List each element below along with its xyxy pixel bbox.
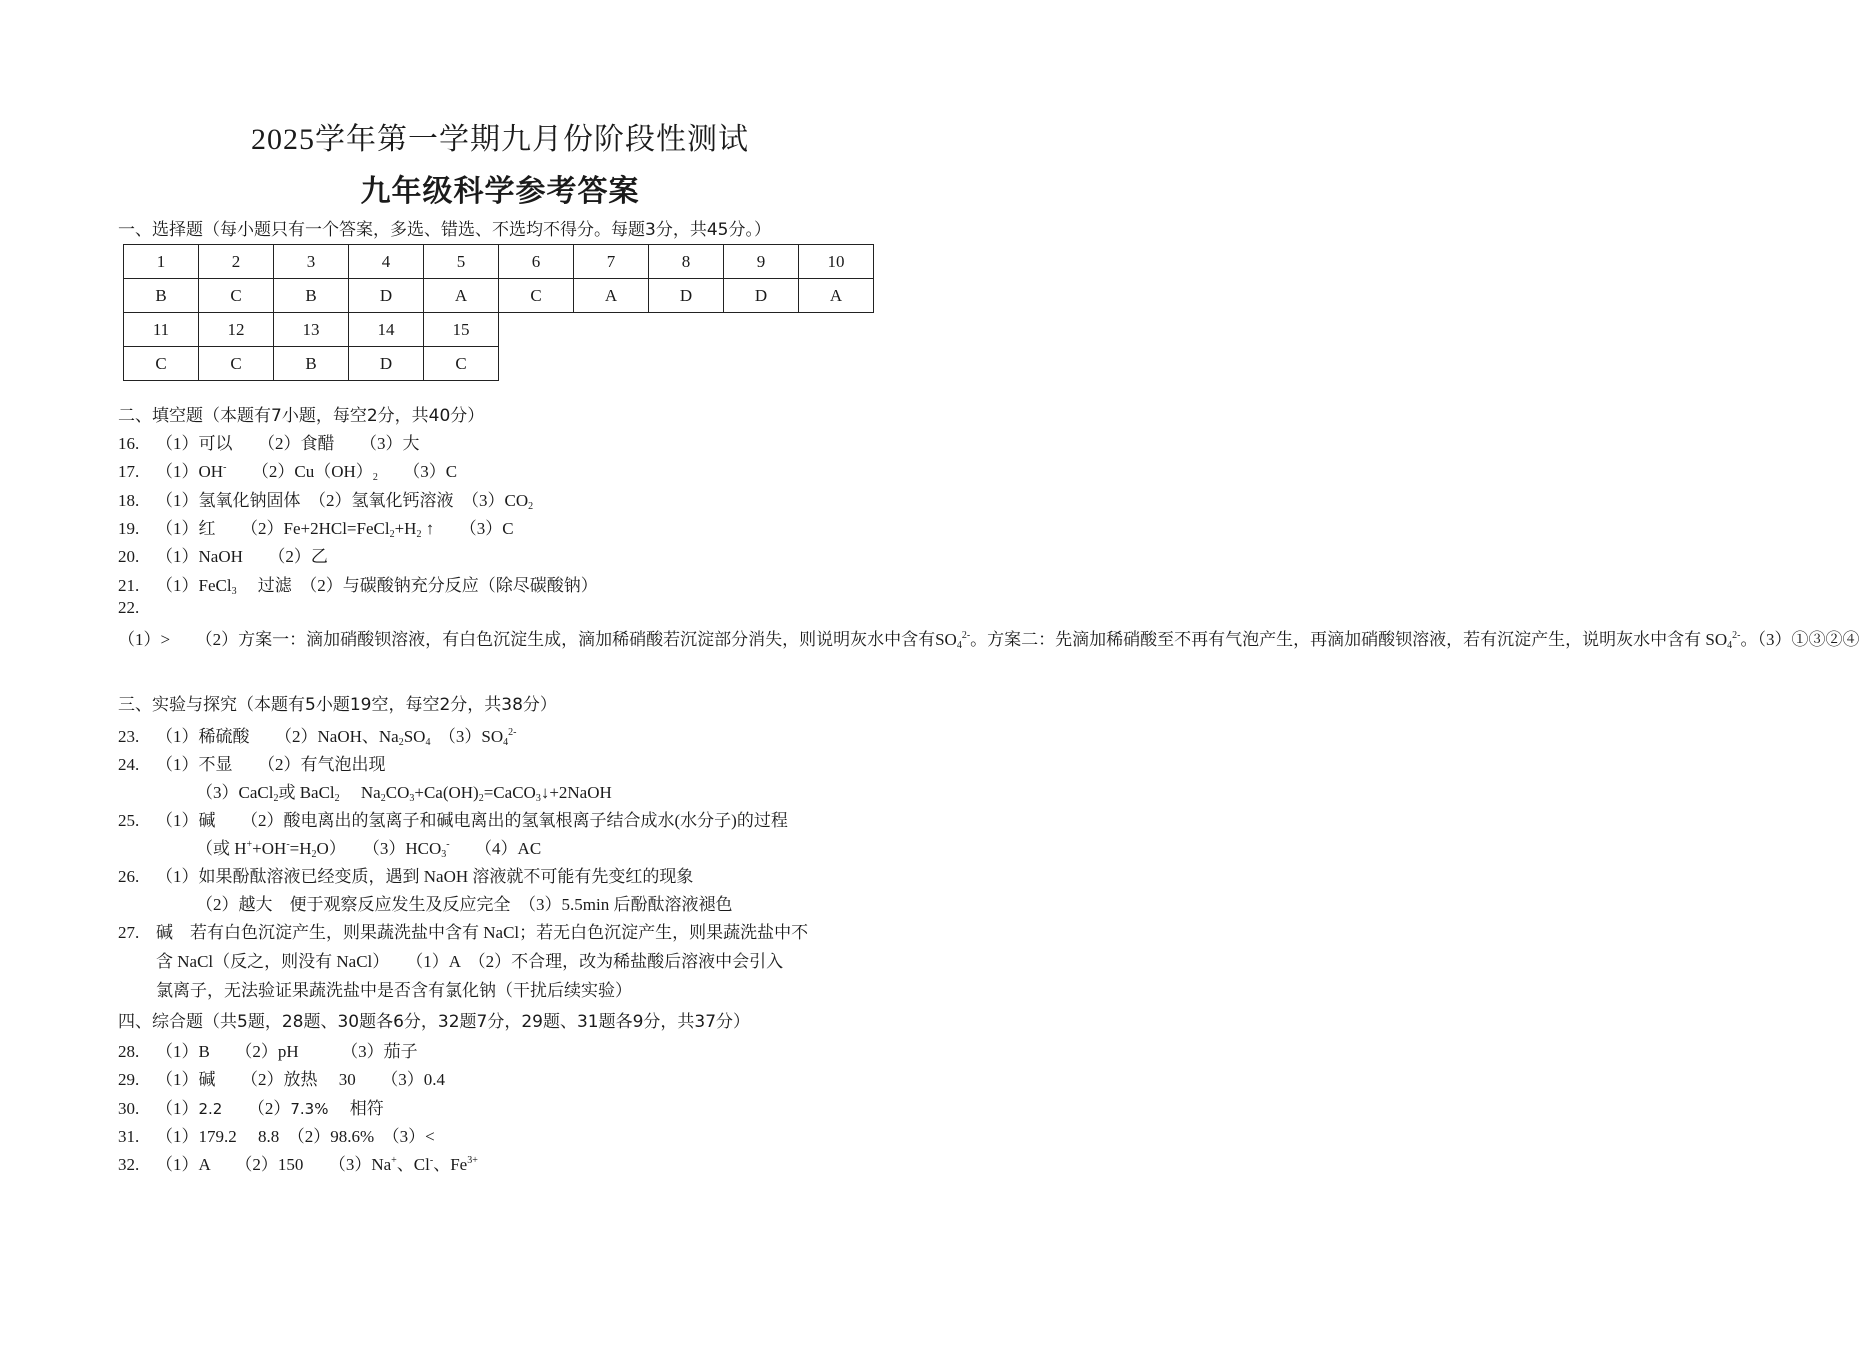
superscript: - <box>286 839 290 850</box>
multiple-choice-answer-table <box>123 244 874 381</box>
subscript: 2 <box>372 472 378 484</box>
answer-q31 <box>118 1122 435 1147</box>
answer-text: （1）稀硫酸 （2）NaOH、Na <box>156 727 399 746</box>
superscript: + <box>391 1155 397 1167</box>
answer-text: （2） <box>222 1098 291 1118</box>
question-number: 16. <box>118 434 140 453</box>
answer-text: （3）CaCl <box>196 783 274 802</box>
answer-text: 、Cl <box>396 1155 430 1175</box>
answer-text: （3）C <box>377 462 458 482</box>
document-title: 2025学年第一学期九月份阶段性测试 <box>251 123 749 156</box>
subscript: 3 <box>409 793 415 804</box>
superscript: 2- <box>961 630 971 641</box>
subscript: 2 <box>389 528 395 540</box>
question-number-cell: 10 <box>799 245 874 279</box>
question-number: 28. <box>118 1042 140 1061</box>
question-number: 27. <box>118 923 140 942</box>
answer-text: +H <box>394 518 417 538</box>
question-number-cell: 1 <box>124 245 199 279</box>
question-number-cell: 2 <box>199 245 274 279</box>
empty-cell <box>724 313 799 347</box>
subscript: 4 <box>503 737 509 748</box>
answer-text: （1）红 （2）Fe+2HCl=FeCl <box>156 518 390 538</box>
question-number: 22. <box>118 598 140 617</box>
answer-cell: D <box>724 279 799 313</box>
superscript: 2- <box>1732 630 1741 641</box>
answer-text: ↓+2NaOH <box>540 783 612 802</box>
answer-q27-line <box>118 918 808 943</box>
section4-heading: 四、综合题（共5题，28题、30题各6分，32题7分，29题、31题各9分，共37分） <box>118 1012 751 1032</box>
answer-text: （1）FeCl <box>156 575 232 595</box>
empty-cell <box>574 313 649 347</box>
question-number-cell: 9 <box>724 245 799 279</box>
question-number: 29. <box>118 1070 140 1090</box>
answer-q32 <box>118 1150 478 1175</box>
subscript: 2 <box>311 849 317 860</box>
subscript: 3 <box>231 585 237 597</box>
answer-text: （1）不显 （2）有气泡出现 <box>156 755 386 774</box>
answer-q25 <box>118 806 788 831</box>
question-number-row <box>124 245 874 279</box>
question-number: 26. <box>118 867 140 886</box>
subscript: 4 <box>956 640 962 651</box>
question-number-cell: 4 <box>349 245 424 279</box>
answer-text: 7.3% <box>290 1099 329 1118</box>
subscript: 2 <box>334 793 340 804</box>
answer-q27-line <box>118 976 632 1001</box>
superscript: - <box>446 839 450 850</box>
answer-row <box>124 347 874 381</box>
answer-text: （1）B （2）pH （3）茄子 <box>156 1042 418 1061</box>
answer-continuation <box>158 778 612 804</box>
answer-text: 2.2 <box>198 1099 223 1118</box>
empty-cell <box>574 347 649 381</box>
answer-q29 <box>118 1065 445 1090</box>
answer-cell: C <box>499 279 574 313</box>
answer-cell: D <box>649 279 724 313</box>
answer-text: +Ca(OH) <box>414 783 479 802</box>
answer-cell: A <box>574 279 649 313</box>
answer-text: 、Fe <box>433 1155 468 1175</box>
answer-q27-line <box>118 947 783 972</box>
answer-cell: B <box>274 279 349 313</box>
answer-q23 <box>118 722 517 748</box>
superscript: - <box>429 1155 434 1167</box>
question-number-cell: 11 <box>124 313 199 347</box>
answer-text: （1）179.2 8.8 （2）98.6% （3）< <box>156 1126 435 1146</box>
superscript: 3+ <box>467 1155 478 1167</box>
question-number: 32. <box>118 1155 140 1175</box>
question-number-cell: 6 <box>499 245 574 279</box>
answer-q21 <box>118 571 598 597</box>
answer-text: 碱 若有白色沉淀产生，则果蔬洗盐中含有 NaCl；若无白色沉淀产生，则果蔬洗盐中不 <box>156 923 809 942</box>
answer-text: （1）如果酚酞溶液已经变质，遇到 NaOH 溶液就不可能有先变红的现象 <box>156 867 694 886</box>
section2-heading: 二、填空题（本题有7小题，每空2分，共40分） <box>118 406 485 426</box>
answer-text: SO <box>403 727 426 746</box>
empty-cell <box>799 313 874 347</box>
answer-q20 <box>118 542 328 567</box>
question-number: 21. <box>118 575 140 595</box>
question-number: 17. <box>118 462 140 482</box>
answer-cell: D <box>349 279 424 313</box>
question-number: 19. <box>118 518 140 538</box>
answer-text: 。（3）①③②④ <box>1740 630 1860 649</box>
answer-text: O） （3）HCO <box>316 839 442 858</box>
section3-heading: 三、实验与探究（本题有5小题19空，每空2分，共38分） <box>118 695 557 715</box>
answer-q18 <box>118 486 533 512</box>
question-number-cell: 12 <box>199 313 274 347</box>
subscript: 2 <box>478 793 484 804</box>
answer-text: （3）SO <box>430 727 504 746</box>
question-number-cell: 8 <box>649 245 724 279</box>
answer-continuation <box>158 834 541 860</box>
answer-cell: A <box>799 279 874 313</box>
answer-cell: C <box>124 347 199 381</box>
answer-cell: C <box>199 347 274 381</box>
answer-text: =CaCO <box>483 783 536 802</box>
answer-text: 相符 <box>328 1098 384 1118</box>
question-number-cell: 15 <box>424 313 499 347</box>
question-number-cell: 13 <box>274 313 349 347</box>
answer-text: Na <box>339 783 381 802</box>
answer-q24 <box>118 750 386 775</box>
answer-q28 <box>118 1037 418 1062</box>
answer-cell: B <box>274 347 349 381</box>
section1-heading: 一、选择题（每小题只有一个答案，多选、错选、不选均不得分。每题3分，共45分。） <box>118 220 771 240</box>
question-number-cell: 3 <box>274 245 349 279</box>
subscript: 2 <box>416 528 422 540</box>
question-number: 30. <box>118 1098 140 1118</box>
question-number-row <box>124 313 874 347</box>
empty-cell <box>499 347 574 381</box>
question-number-cell: 14 <box>349 313 424 347</box>
answer-text: （1）氢氧化钠固体 （2）氢氧化钙溶液 （3）CO <box>156 490 529 510</box>
answer-text: 氯离子，无法验证果蔬洗盐中是否含有氯化钠（干扰后续实验） <box>156 981 632 1000</box>
answer-cell: C <box>424 347 499 381</box>
question-number-cell: 5 <box>424 245 499 279</box>
answer-text: （2）越大 便于观察反应发生及反应完全 （3）5.5min 后酚酞溶液褪色 <box>196 895 733 914</box>
superscript: + <box>246 839 253 850</box>
answer-text: （1）碱 （2）放热 30 （3）0.4 <box>156 1070 445 1090</box>
answer-text: （1）> （2）方案一：滴加硝酸钡溶液，有白色沉淀生成，滴加稀硝酸若沉淀部分消失，则说明灰水中含有SO <box>118 630 957 649</box>
answer-continuation <box>158 890 732 915</box>
superscript: 2- <box>508 727 517 738</box>
question-number: 25. <box>118 811 140 830</box>
answer-q22 <box>118 594 1860 660</box>
document-subtitle: 九年级科学参考答案 <box>360 174 640 209</box>
answer-text: （1）OH <box>156 462 224 482</box>
answer-text: （4）AC <box>449 839 542 858</box>
answer-q17 <box>118 457 457 483</box>
empty-cell <box>799 347 874 381</box>
answer-text: （1）碱 （2）酸电离出的氢离子和碱电离出的氢氧根离子结合成水(水分子)的过程 <box>156 811 788 830</box>
subscript: 2 <box>528 500 534 512</box>
answer-text: （1） <box>156 1098 199 1118</box>
answer-text: （或 H <box>196 839 247 858</box>
question-number-cell: 7 <box>574 245 649 279</box>
superscript: - <box>223 462 227 474</box>
answer-q26 <box>118 862 693 887</box>
subscript: 2 <box>398 737 404 748</box>
answer-text: 或 BaCl <box>278 783 335 802</box>
answer-text: =H <box>289 839 312 858</box>
answer-q30 <box>118 1094 384 1119</box>
answer-cell: A <box>424 279 499 313</box>
subscript: 2 <box>380 793 386 804</box>
empty-cell <box>649 313 724 347</box>
answer-text: （1）可以 （2）食醋 （3）大 <box>156 434 420 453</box>
answer-text: （2）Cu（OH） <box>226 462 373 482</box>
empty-cell <box>649 347 724 381</box>
subscript: 4 <box>425 737 431 748</box>
empty-cell <box>499 313 574 347</box>
answer-text: CO <box>385 783 410 802</box>
answer-text: 。方案二：先滴加稀硝酸至不再有气泡产生，再滴加硝酸钡溶液，若有沉淀产生，说明灰水中含有 SO <box>970 630 1728 649</box>
answer-text: 含 NaCl（反之，则没有 NaCl） （1）A （2）不合理，改为稀盐酸后溶液中会引入 <box>156 952 784 971</box>
answer-text: （1）NaOH （2）乙 <box>156 547 328 567</box>
answer-text: +OH <box>252 839 287 858</box>
answer-cell: D <box>349 347 424 381</box>
answer-q19 <box>118 514 514 540</box>
answer-q16 <box>118 429 420 454</box>
answer-text: 过滤 （2）与碳酸钠充分反应（除尽碳酸钠） <box>236 575 598 595</box>
answer-row <box>124 279 874 313</box>
question-number: 18. <box>118 490 140 510</box>
answer-cell: B <box>124 279 199 313</box>
empty-cell <box>724 347 799 381</box>
subscript: 2 <box>273 793 279 804</box>
question-number: 23. <box>118 727 140 746</box>
question-number: 31. <box>118 1126 140 1146</box>
answer-text: （1）A （2）150 （3）Na <box>156 1155 392 1175</box>
subscript: 3 <box>441 849 447 860</box>
question-number: 24. <box>118 755 140 774</box>
subscript: 4 <box>1727 640 1733 651</box>
question-number: 20. <box>118 547 140 567</box>
answer-cell: C <box>199 279 274 313</box>
subscript: 3 <box>535 793 541 804</box>
answer-text: ↑ （3）C <box>421 518 514 538</box>
